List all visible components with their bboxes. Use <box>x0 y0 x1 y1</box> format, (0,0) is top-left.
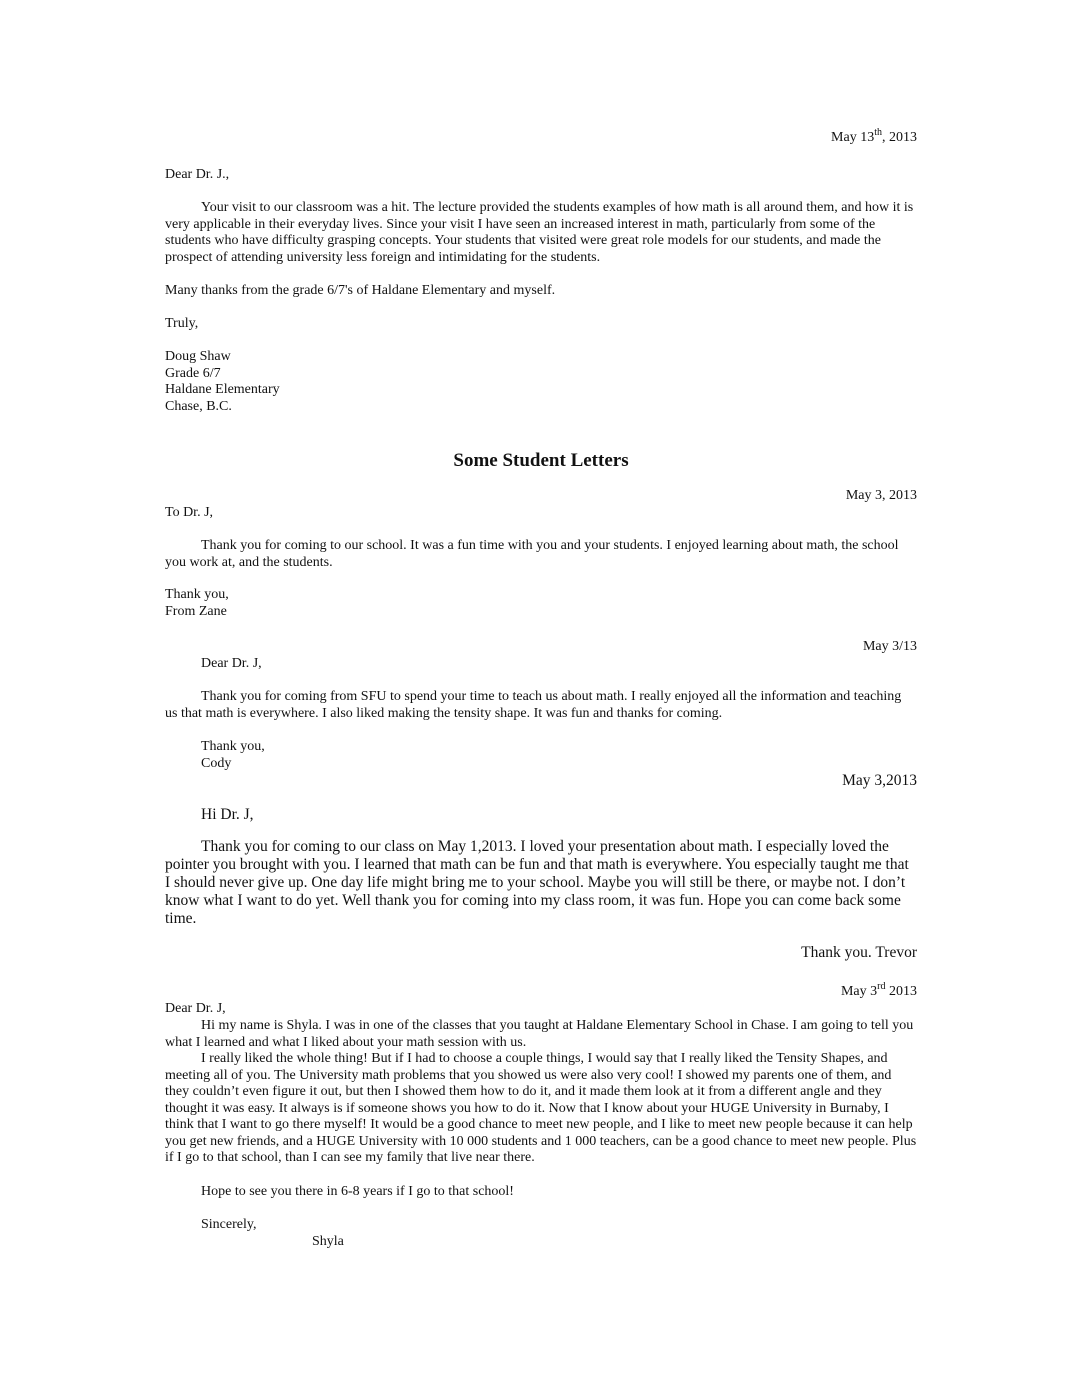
shyla-letter-date <box>165 981 917 1001</box>
trevor-letter-date: May 3,2013 <box>842 772 917 789</box>
shyla-letter-greeting: Dear Dr. J, <box>165 1001 226 1016</box>
zane-letter-date: May 3, 2013 <box>845 488 917 503</box>
teacher-letter-signature <box>165 349 917 415</box>
trevor-letter-closing: Thank you. Trevor <box>801 944 917 961</box>
shyla-letter-signature: Shyla <box>312 1234 344 1249</box>
zane-letter-signature: From Zane <box>165 604 227 619</box>
zane-letter-closing: Thank you, <box>165 587 229 602</box>
teacher-letter-closing: Truly, <box>165 316 199 331</box>
zane-letter-greeting: To Dr. J, <box>165 505 214 520</box>
cody-letter-signature: Cody <box>201 756 232 771</box>
date-superscript: rd <box>877 981 886 992</box>
signature-grade: Grade 6/7 <box>165 365 221 381</box>
signature-place: Chase, B.C. <box>165 398 232 414</box>
cody-letter-date: May 3/13 <box>862 639 917 654</box>
date-year: , 2013 <box>882 130 917 145</box>
teacher-letter-thanks: Many thanks from the grade 6/7's of Haldane Elementary and myself. <box>165 283 556 298</box>
trevor-letter-greeting: Hi Dr. J, <box>201 806 254 823</box>
cody-letter-body: Thank you for coming from SFU to spend your time to teach us about math. I really enjoyed all the information and teaching us that math is everywhere. I also liked making the tensity shape. It was fun and thanks for coming. <box>165 689 902 721</box>
date-text: May 13 <box>831 130 875 145</box>
trevor-letter-body: Thank you for coming to our class on May 1,2013. I loved your presentation about math. I especially loved the pointer you brought with you. I learned that math can be fun and that math is everywhere. You especially taught me that I should never give up. One day life might bring me to your school. Maybe you will still be there, or maybe not. I don’t know what I want to do yet. Well thank you for coming into my class room, it was fun. Hope you can come back some time. <box>165 838 909 927</box>
section-title: Some Student Letters <box>453 450 629 471</box>
shyla-letter-closing: Sincerely, <box>201 1217 257 1232</box>
teacher-letter-greeting: Dear Dr. J., <box>165 167 230 182</box>
date-year: 2013 <box>885 984 917 999</box>
shyla-letter-para1: Hi my name is Shyla. I was in one of the classes that you taught at Haldane Elementary School in Chase. I am going to tell you what I learned and what I liked about your math session with us. <box>165 1018 914 1050</box>
cody-letter-closing: Thank you, <box>201 739 265 754</box>
signature-school: Haldane Elementary <box>165 382 280 397</box>
shyla-letter-para2: I really liked the whole thing! But if I had to choose a couple things, I would say that I really liked the Tensity Shapes, and meeting all of you. The University math problems that you showed us were also very cool! I showed my parents one of them, and they couldn’t even figure it out, but then I showed them how to do it, and it made them look at it from a different angle and they thought it was easy. It always is if someone shows you how to do it. Now that I know about your HUGE University in Burnaby, I think that I want to go there myself! It would be a good chance to meet new people, and I like to meet new people because it can help you get new friends, and a HUGE University with 10 000 students and 1 000 teachers, can be a good chance to meet new people. Plus if I go to that school, than I can see my family that live near there. <box>165 1051 917 1165</box>
cody-letter-greeting: Dear Dr. J, <box>201 656 262 671</box>
shyla-letter-para3: Hope to see you there in 6-8 years if I go to that school! <box>201 1184 514 1199</box>
date-superscript: th <box>874 127 882 138</box>
teacher-letter-body: Your visit to our classroom was a hit. The lecture provided the students examples of how math is all around them, and how it is very applicable in their everyday lives. Since your visit I have seen an increased interest in math, particularly from some of the students who have difficulty grasping concepts. Your students that visited were great role models for our students, and made the prospect of attending university less foreign and intimidating for the students. <box>165 200 914 265</box>
zane-letter-body: Thank you for coming to our school. It was a fun time with you and your students. I enjoyed learning about math, the school you work at, and the students. <box>165 538 899 570</box>
date-text: May 3 <box>840 984 878 999</box>
teacher-letter-date <box>165 127 917 147</box>
signature-name: Doug Shaw <box>165 349 231 364</box>
